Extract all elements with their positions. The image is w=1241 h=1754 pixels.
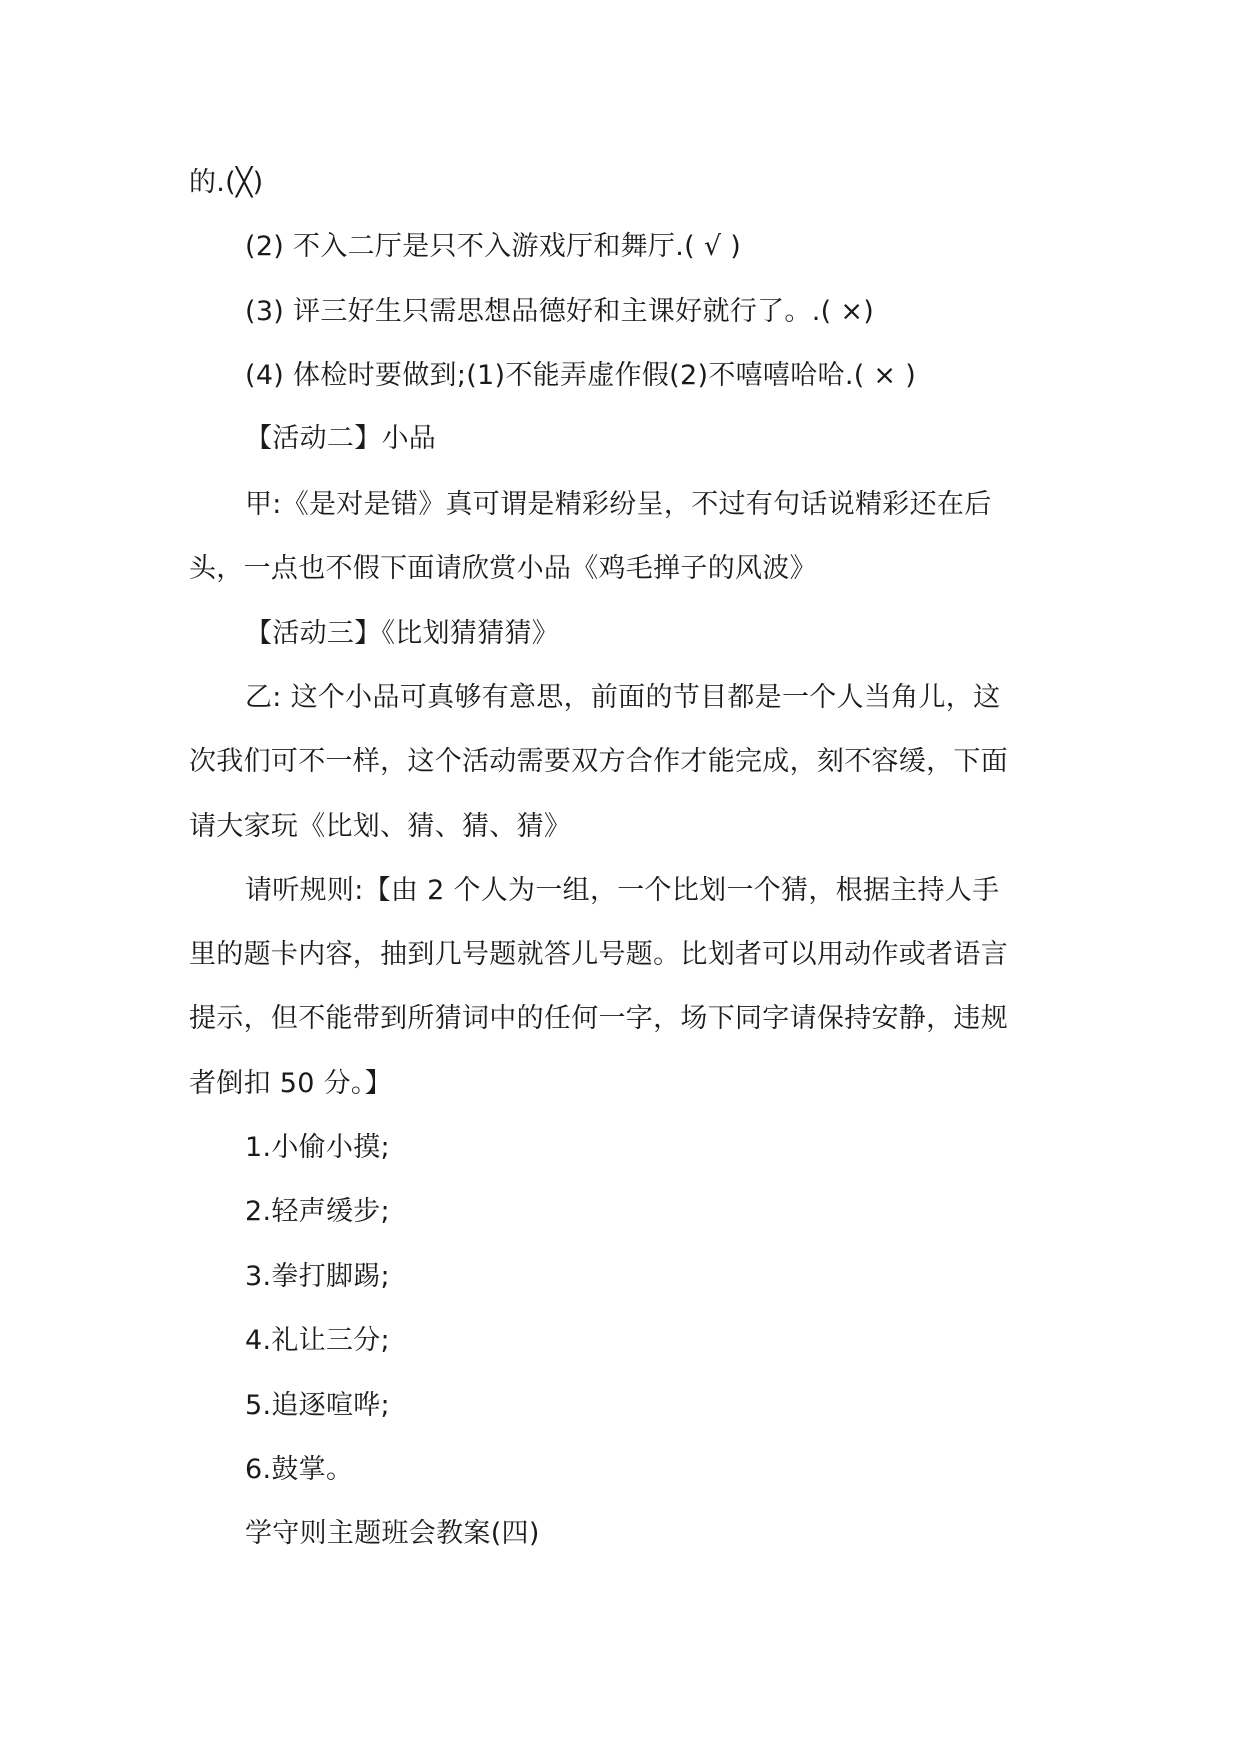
- text-line-11: 请大家玩《比划、猜、猜、猜》: [189, 811, 572, 842]
- list-item-2: 2.轻声缓步;: [245, 1196, 390, 1227]
- text-line-1: 的.(╳): [189, 167, 264, 198]
- list-item-5: 5.追逐喧哗;: [245, 1390, 390, 1421]
- text-line-2: (2) 不入二厅是只不入游戏厅和舞厅.( √ ): [245, 231, 742, 262]
- list-item-3: 3.拳打脚踢;: [245, 1261, 390, 1292]
- section-heading-activity-3: 【活动三】《比划猜猜猜》: [245, 618, 560, 649]
- text-line-10: 次我们可不一样，这个活动需要双方合作才能完成，刻不容缓，下面: [189, 746, 1008, 777]
- text-line-4: (4) 体检时要做到;(1)不能弄虚作假(2)不嘻嘻哈哈.( × ): [245, 360, 917, 391]
- section-title: 学守则主题班会教案(四): [245, 1518, 540, 1549]
- text-line-12: 请听规则:【由 2 个人为一组，一个比划一个猜，根据主持人手: [245, 875, 1000, 906]
- text-line-6: 甲:《是对是错》真可谓是精彩纷呈，不过有句话说精彩还在后: [245, 489, 992, 520]
- list-item-1: 1.小偷小摸;: [245, 1132, 390, 1163]
- text-line-15: 者倒扣 50 分。】: [189, 1068, 393, 1099]
- list-item-4: 4.礼让三分;: [245, 1325, 390, 1356]
- text-line-9: 乙: 这个小品可真够有意思，前面的节目都是一个人当角儿，这: [245, 682, 1001, 713]
- section-heading-activity-2: 【活动二】小品: [245, 423, 437, 454]
- list-item-6: 6.鼓掌。: [245, 1454, 354, 1485]
- text-line-7: 头，一点也不假下面请欣赏小品《鸡毛掸子的风波》: [189, 553, 817, 584]
- text-line-13: 里的题卡内容，抽到几号题就答儿号题。比划者可以用动作或者语言: [189, 939, 1008, 970]
- text-line-3: (3) 评三好生只需思想品德好和主课好就行了。.( ×): [245, 296, 875, 327]
- text-line-14: 提示，但不能带到所猜词中的任何一字，场下同字请保持安静，违规: [189, 1003, 1008, 1034]
